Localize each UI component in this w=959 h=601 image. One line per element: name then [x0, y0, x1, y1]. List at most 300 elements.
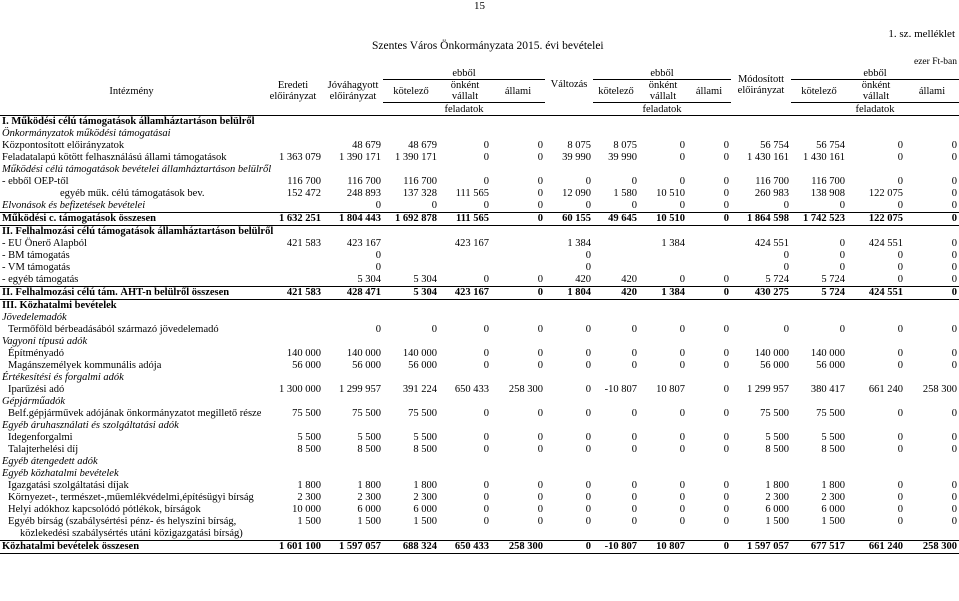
table-row [0, 238, 959, 250]
cell-value [791, 300, 847, 313]
cell-value: 0 [723, 384, 729, 395]
cell-value: 138 908 [810, 188, 845, 199]
cell-value [263, 250, 323, 262]
row-label: Környezet-, természet-,műemlékvédelmi,építésügyi bírság [8, 492, 254, 503]
cell-value: 1 800 [765, 480, 789, 491]
cell-value [545, 128, 593, 140]
cell-value [791, 336, 847, 348]
cell-value: 5 500 [413, 432, 437, 443]
cell-value: 0 [723, 274, 729, 285]
cell-value: 1 500 [765, 516, 789, 527]
cell-value [593, 128, 639, 140]
cell-value [439, 396, 491, 408]
cell-value: 0 [483, 176, 489, 187]
cell-value [731, 336, 791, 348]
cell-value: 0 [679, 408, 685, 419]
cell-value: 5 724 [765, 274, 789, 285]
cell-value [263, 324, 323, 336]
table-row [0, 541, 959, 554]
table-row [0, 336, 959, 348]
cell-value [491, 528, 545, 541]
revenue-table [0, 67, 959, 554]
row-label: - EU Önerő Alapból [2, 238, 87, 249]
cell-value [545, 300, 593, 313]
cell-value [639, 226, 687, 239]
cell-value: 0 [483, 140, 489, 151]
table-row [0, 152, 959, 164]
cell-value [791, 468, 847, 480]
header-ebbol-1: ebből [383, 67, 545, 80]
cell-value [731, 128, 791, 140]
cell-value: 0 [951, 152, 957, 163]
cell-value: 0 [631, 492, 637, 503]
table-row [0, 213, 959, 226]
cell-value [731, 164, 791, 176]
table-row [0, 420, 959, 432]
cell-value: 1 500 [821, 516, 845, 527]
cell-value [847, 336, 905, 348]
cell-value: 1 800 [297, 480, 321, 491]
cell-value [491, 372, 545, 384]
cell-value: 1 597 057 [731, 541, 791, 554]
cell-value [545, 468, 593, 480]
cell-value [687, 420, 731, 432]
cell-value: 0 [951, 516, 957, 527]
cell-value: 0 [839, 262, 845, 273]
cell-value [687, 250, 731, 262]
cell-value: 39 990 [562, 152, 591, 163]
cell-value: 1 864 598 [731, 213, 791, 226]
row-label: - ebből OEP-től [2, 176, 69, 187]
cell-value: 421 583 [286, 238, 321, 249]
cell-value: 0 [631, 324, 637, 335]
cell-value: 0 [679, 492, 685, 503]
header-allami-3: állami [918, 85, 946, 97]
cell-value: 0 [483, 492, 489, 503]
cell-value: 0 [585, 262, 591, 273]
cell-value: 0 [483, 516, 489, 527]
cell-value: 423 167 [454, 238, 489, 249]
cell-value: 0 [537, 480, 543, 491]
cell-value: 0 [537, 408, 543, 419]
cell-value: 0 [687, 213, 731, 226]
row-label: Magánszemélyek kommunális adója [8, 360, 162, 371]
cell-value [905, 336, 959, 348]
cell-value [687, 238, 731, 250]
cell-value: 75 500 [352, 408, 381, 419]
cell-value: 10 510 [639, 213, 687, 226]
cell-value [263, 262, 323, 274]
cell-value: 75 500 [816, 408, 845, 419]
cell-value: 0 [783, 262, 789, 273]
cell-value: 48 679 [408, 140, 437, 151]
cell-value: 0 [951, 250, 957, 261]
cell-value: 0 [631, 432, 637, 443]
cell-value: 0 [631, 360, 637, 371]
cell-value: 0 [951, 140, 957, 151]
cell-value: 0 [483, 504, 489, 515]
cell-value [323, 226, 383, 239]
cell-value [847, 226, 905, 239]
cell-value: 0 [679, 516, 685, 527]
cell-value [263, 468, 323, 480]
cell-value [791, 164, 847, 176]
cell-value [847, 164, 905, 176]
cell-value: 0 [897, 516, 903, 527]
cell-value: 0 [679, 140, 685, 151]
table-row [0, 480, 959, 492]
cell-value: 420 [575, 274, 591, 285]
cell-value: 0 [905, 213, 959, 226]
cell-value: 0 [585, 480, 591, 491]
cell-value [687, 528, 731, 541]
cell-value [383, 128, 439, 140]
cell-value: 5 500 [821, 432, 845, 443]
cell-value: 122 075 [847, 213, 905, 226]
cell-value: 1 384 [661, 238, 685, 249]
cell-value: 0 [897, 140, 903, 151]
cell-value [905, 396, 959, 408]
cell-value [593, 468, 639, 480]
cell-value [687, 372, 731, 384]
header-valtozas: Változás [550, 79, 588, 91]
cell-value: 1 299 957 [747, 384, 789, 395]
cell-value [847, 528, 905, 541]
cell-value: 1 804 443 [323, 213, 383, 226]
row-label: Közhatalmi bevételek összesen [0, 541, 263, 554]
cell-value [593, 116, 639, 129]
cell-value: 0 [839, 324, 845, 335]
cell-value: 5 500 [297, 432, 321, 443]
table-row [0, 528, 959, 541]
cell-value: 5 304 [383, 287, 439, 300]
cell-value: 0 [585, 176, 591, 187]
cell-value [263, 336, 323, 348]
cell-value [323, 372, 383, 384]
cell-value: 0 [951, 444, 957, 455]
table-row [0, 432, 959, 444]
cell-value: 260 983 [754, 188, 789, 199]
cell-value: 0 [839, 238, 845, 249]
cell-value [593, 250, 639, 262]
cell-value: 0 [537, 444, 543, 455]
cell-value: 75 500 [408, 408, 437, 419]
cell-value: 0 [375, 250, 381, 261]
cell-value: 0 [951, 480, 957, 491]
cell-value [491, 336, 545, 348]
cell-value: 0 [483, 324, 489, 335]
cell-value: 1 430 161 [803, 152, 845, 163]
cell-value: 5 304 [357, 274, 381, 285]
cell-value: 5 304 [413, 274, 437, 285]
cell-value: 380 417 [810, 384, 845, 395]
cell-value: 1 742 523 [791, 213, 847, 226]
cell-value: 56 000 [292, 360, 321, 371]
cell-value [847, 128, 905, 140]
cell-value: 1 800 [413, 480, 437, 491]
cell-value: 0 [679, 176, 685, 187]
cell-value: 0 [951, 348, 957, 359]
cell-value [593, 262, 639, 274]
cell-value: 1 800 [357, 480, 381, 491]
cell-value [905, 468, 959, 480]
cell-value: 0 [897, 348, 903, 359]
cell-value [639, 336, 687, 348]
cell-value [847, 300, 905, 313]
cell-value [439, 468, 491, 480]
table-row [0, 287, 959, 300]
row-label: Belf.gépjárművek adójának önkormányzatot megillető része [8, 408, 262, 419]
table-row [0, 348, 959, 360]
cell-value [731, 468, 791, 480]
cell-value [383, 456, 439, 468]
cell-value: 12 090 [562, 188, 591, 199]
cell-value [263, 116, 323, 129]
cell-value: 0 [951, 324, 957, 335]
cell-value: 0 [897, 152, 903, 163]
cell-value: 0 [585, 384, 591, 395]
cell-value [791, 372, 847, 384]
cell-value [791, 456, 847, 468]
cell-value: 8 500 [297, 444, 321, 455]
cell-value: 0 [679, 324, 685, 335]
cell-value [545, 372, 593, 384]
header-feladatok-2: feladatok [593, 103, 731, 116]
cell-value [731, 312, 791, 324]
cell-value: 0 [483, 432, 489, 443]
cell-value [593, 226, 639, 239]
cell-value: 430 275 [731, 287, 791, 300]
row-label: egyéb műk. célú támogatások bev. [60, 188, 205, 199]
cell-value [847, 396, 905, 408]
table-row [0, 492, 959, 504]
cell-value [383, 312, 439, 324]
cell-value [687, 226, 731, 239]
cell-value [323, 116, 383, 129]
cell-value [639, 420, 687, 432]
row-label: Termőföld bérbeadásából származó jövedelemadó [8, 324, 219, 335]
cell-value [905, 300, 959, 313]
cell-value [545, 336, 593, 348]
cell-value [491, 420, 545, 432]
cell-value [545, 396, 593, 408]
cell-value: 0 [375, 324, 381, 335]
page-title: Szentes Város Önkormányzata 2015. évi bevételei [372, 40, 604, 52]
cell-value: 0 [783, 250, 789, 261]
table-row [0, 408, 959, 420]
cell-value [639, 312, 687, 324]
cell-value: 0 [483, 480, 489, 491]
cell-value: 6 000 [821, 504, 845, 515]
cell-value: 0 [897, 274, 903, 285]
cell-value [545, 164, 593, 176]
cell-value: 424 551 [868, 238, 903, 249]
cell-value: 661 240 [847, 541, 905, 554]
cell-value: 0 [537, 324, 543, 335]
cell-value [383, 262, 439, 274]
cell-value: 0 [723, 408, 729, 419]
cell-value: 116 700 [811, 176, 845, 187]
cell-value: 1 500 [413, 516, 437, 527]
cell-value: 650 433 [454, 384, 489, 395]
cell-value: 0 [897, 492, 903, 503]
cell-value: 0 [537, 360, 543, 371]
cell-value: 0 [491, 287, 545, 300]
cell-value: 0 [679, 432, 685, 443]
cell-value: 0 [537, 348, 543, 359]
cell-value: 10 000 [292, 504, 321, 515]
cell-value: 0 [951, 176, 957, 187]
cell-value [731, 226, 791, 239]
cell-value: 258 300 [491, 541, 545, 554]
cell-value: 0 [537, 176, 543, 187]
cell-value [439, 312, 491, 324]
cell-value: 0 [631, 444, 637, 455]
row-label: Gépjárműadók [2, 396, 65, 407]
cell-value: 0 [897, 432, 903, 443]
cell-value: 56 000 [760, 360, 789, 371]
table-row [0, 140, 959, 152]
cell-value: 0 [483, 444, 489, 455]
cell-value: 56 000 [408, 360, 437, 371]
cell-value: 1 300 000 [279, 384, 321, 395]
cell-value [439, 128, 491, 140]
cell-value [905, 226, 959, 239]
table-row [0, 128, 959, 140]
row-label: Egyéb bírság (szabálysértési pénz- és helyszíni bírság, [8, 516, 237, 527]
row-label: Igazgatási szolgáltatási díjak [8, 480, 129, 491]
cell-value: 5 724 [821, 274, 845, 285]
cell-value: 0 [679, 360, 685, 371]
cell-value [383, 116, 439, 129]
cell-value [383, 300, 439, 313]
cell-value [905, 312, 959, 324]
cell-value [263, 456, 323, 468]
cell-value [439, 300, 491, 313]
cell-value: 0 [491, 213, 545, 226]
cell-value: 0 [679, 274, 685, 285]
cell-value: 116 700 [403, 176, 437, 187]
cell-value: 0 [687, 287, 731, 300]
cell-value [639, 468, 687, 480]
cell-value: 0 [897, 504, 903, 515]
cell-value: 0 [631, 480, 637, 491]
cell-value: 0 [585, 250, 591, 261]
cell-value: 0 [951, 492, 957, 503]
cell-value: 2 300 [297, 492, 321, 503]
cell-value: 48 679 [352, 140, 381, 151]
row-label: Elvonások és befizetések bevételei [2, 200, 146, 211]
cell-value: 0 [631, 516, 637, 527]
table-row [0, 516, 959, 528]
cell-value: 1 800 [821, 480, 845, 491]
unit-label: ezer Ft-ban [914, 57, 957, 67]
cell-value [263, 274, 323, 287]
cell-value [639, 396, 687, 408]
cell-value: 0 [537, 516, 543, 527]
cell-value: 8 500 [413, 444, 437, 455]
row-label: I. Működési célú támogatások államháztartáson belülről [0, 116, 263, 129]
cell-value: 650 433 [439, 541, 491, 554]
cell-value: 0 [631, 348, 637, 359]
header-modositott: Módosított előirányzat [737, 73, 785, 96]
cell-value [593, 336, 639, 348]
cell-value: 116 700 [347, 176, 381, 187]
cell-value [383, 164, 439, 176]
cell-value: 0 [723, 324, 729, 335]
cell-value [263, 312, 323, 324]
cell-value [383, 468, 439, 480]
cell-value: 6 000 [765, 504, 789, 515]
cell-value: -10 807 [604, 384, 637, 395]
row-label: Helyi adókhoz kapcsolódó pótlékok, bírságok [8, 504, 201, 515]
cell-value [383, 528, 439, 541]
cell-value: 0 [585, 432, 591, 443]
table-row [0, 456, 959, 468]
cell-value: 391 224 [402, 384, 437, 395]
cell-value: 0 [897, 324, 903, 335]
cell-value: 0 [585, 444, 591, 455]
cell-value: 5 724 [791, 287, 847, 300]
cell-value: 258 300 [508, 384, 543, 395]
cell-value [639, 164, 687, 176]
cell-value: 0 [585, 408, 591, 419]
cell-value [383, 250, 439, 262]
table-row [0, 504, 959, 516]
table-row [0, 468, 959, 480]
table-row [0, 226, 959, 239]
table-row [0, 312, 959, 324]
table-row [0, 250, 959, 262]
cell-value: 5 500 [357, 432, 381, 443]
cell-value [545, 312, 593, 324]
header-allami-2: állami [695, 85, 723, 97]
cell-value [731, 396, 791, 408]
cell-value: 111 565 [439, 213, 491, 226]
header-onkent-2: önként vállalt [648, 80, 678, 102]
row-label: III. Közhatalmi bevételek [0, 300, 263, 313]
cell-value [905, 372, 959, 384]
cell-value [593, 456, 639, 468]
cell-value [545, 456, 593, 468]
cell-value: 0 [631, 200, 637, 211]
cell-value: 140 000 [402, 348, 437, 359]
cell-value [639, 128, 687, 140]
row-label: Idegenforgalmi [8, 432, 73, 443]
cell-value: 0 [897, 262, 903, 273]
cell-value [847, 420, 905, 432]
cell-value: 421 583 [263, 287, 323, 300]
cell-value [847, 456, 905, 468]
header-institution: Intézmény [109, 85, 154, 97]
cell-value [491, 128, 545, 140]
row-label: II. Felhalmozási célú támogatások államháztartáson belülről [2, 226, 274, 237]
cell-value [491, 312, 545, 324]
cell-value: 258 300 [922, 384, 957, 395]
cell-value: 0 [951, 188, 957, 199]
cell-value: 140 000 [810, 348, 845, 359]
cell-value [687, 128, 731, 140]
cell-value [439, 250, 491, 262]
cell-value [905, 528, 959, 541]
cell-value [639, 116, 687, 129]
cell-value: 0 [723, 188, 729, 199]
cell-value: 0 [679, 504, 685, 515]
cell-value: 423 167 [439, 287, 491, 300]
cell-value [847, 116, 905, 129]
cell-value: 56 000 [816, 360, 845, 371]
cell-value [263, 140, 323, 152]
